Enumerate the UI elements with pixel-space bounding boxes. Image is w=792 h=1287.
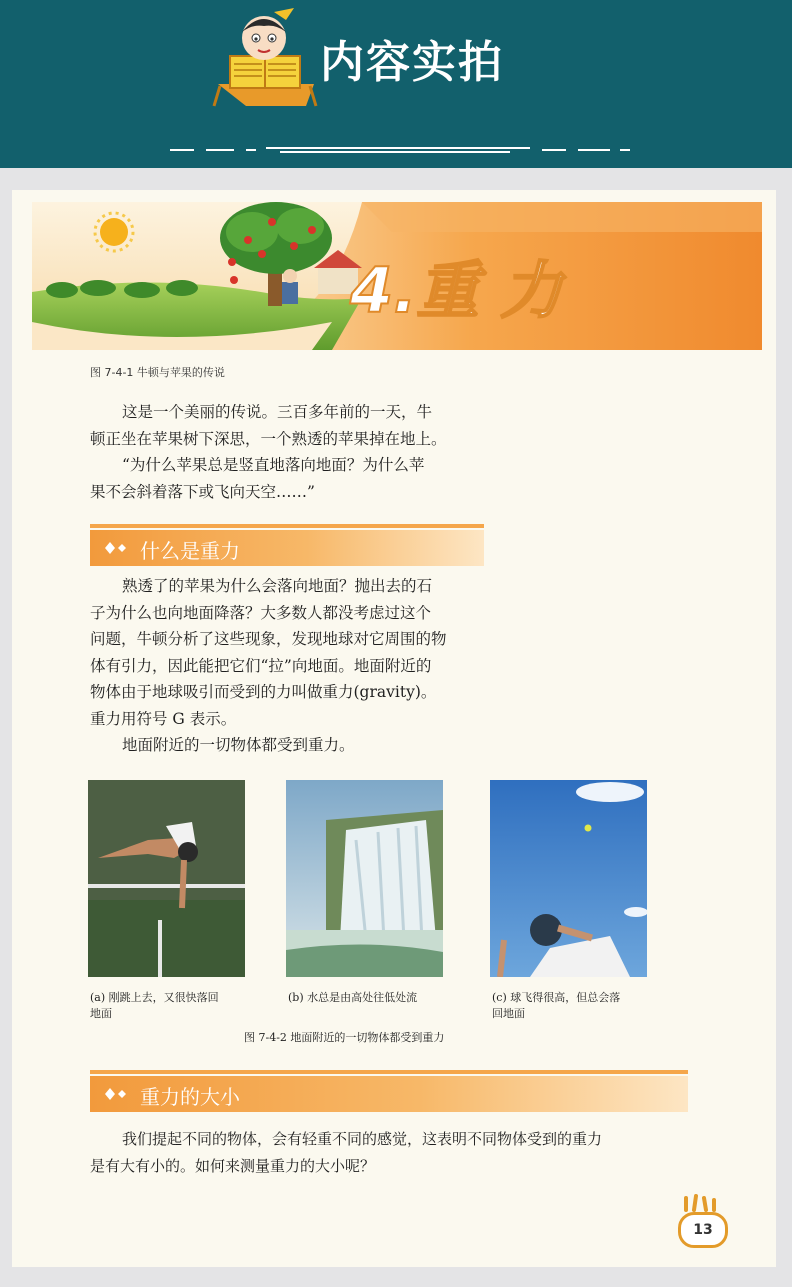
page-number-badge <box>678 1212 728 1248</box>
text-line: 地面附近的一切物体都受到重力。 <box>122 736 355 754</box>
photo-caption-c <box>492 990 662 1022</box>
photo-caption-a <box>90 990 260 1022</box>
diamond-bullet-icon <box>104 1087 134 1101</box>
photo-caption-b <box>288 990 458 1006</box>
photo-tossed-ball <box>490 780 647 977</box>
text-line: 问题，牛顿分析了这些现象，发现地球对它周围的物 <box>90 630 447 648</box>
text-line: 体有引力，因此能把它们“拉”向地面。地面附近的 <box>90 656 432 675</box>
photo-waterfall <box>286 780 443 977</box>
gravity-definition-paragraph <box>90 573 530 759</box>
text-line: 子为什么也向地面降落？大多数人都没考虑过这个 <box>90 603 432 622</box>
text-line: 熟透了的苹果为什么会落向地面？抛出去的石 <box>122 577 433 595</box>
section-title: 什么是重力 <box>140 539 240 563</box>
section-heading-what-is-gravity <box>90 530 484 566</box>
text-line: 我们提起不同的物体，会有轻重不同的感觉，这表明不同物体受到的重力 <box>122 1130 603 1148</box>
text-line: 顿正坐在苹果树下深思，一个熟透的苹果掉在地上。 <box>90 429 447 448</box>
intro-paragraph <box>90 399 510 505</box>
caption-line: (c) 球飞得很高，但总会落 <box>492 991 621 1004</box>
page-number: 13 <box>693 1222 713 1238</box>
chapter-header-illustration <box>32 202 762 350</box>
text-line: 这是一个美丽的传说。三百多年前的一天，牛 <box>122 403 433 421</box>
section-title: 重力的大小 <box>140 1085 240 1109</box>
banner-title: 内容实拍 <box>320 37 504 88</box>
chapter-title: 4.重 力 <box>350 254 563 327</box>
diamond-bullet-icon <box>104 541 134 555</box>
text-line: 重力用符号 G 表示。 <box>90 709 237 728</box>
section-rule <box>90 1070 688 1074</box>
banner-divider <box>170 146 630 154</box>
text-line: 是有大有小的。如何来测量重力的大小呢？ <box>90 1156 376 1175</box>
text-line: 果不会斜着落下或飞向天空……” <box>90 482 315 501</box>
top-banner <box>0 0 792 168</box>
caption-line: 回地面 <box>492 1007 525 1020</box>
text-line: 物体由于地球吸引而受到的力叫做重力(gravity)。 <box>90 683 437 701</box>
photo-high-jump <box>88 780 245 977</box>
figure-7-4-2-caption: 图 7-4-2 地面附近的一切物体都受到重力 <box>244 1031 445 1044</box>
caption-line: 地面 <box>90 1007 112 1020</box>
caption-line: (a) 刚跳上去，又很快落回 <box>90 991 219 1004</box>
text-line: “为什么苹果总是竖直地落向地面？为什么苹 <box>122 456 425 474</box>
figure-7-4-1-caption: 图 7-4-1 牛顿与苹果的传说 <box>90 366 225 379</box>
caption-line: (b) 水总是由高处往低处流 <box>288 991 418 1004</box>
page-number-sprout-icon <box>680 1194 720 1212</box>
gravity-magnitude-paragraph <box>90 1126 730 1179</box>
textbook-page <box>12 190 776 1267</box>
reading-kid-mascot-icon <box>206 6 318 108</box>
section-rule <box>90 524 484 528</box>
section-heading-gravity-magnitude <box>90 1076 688 1112</box>
